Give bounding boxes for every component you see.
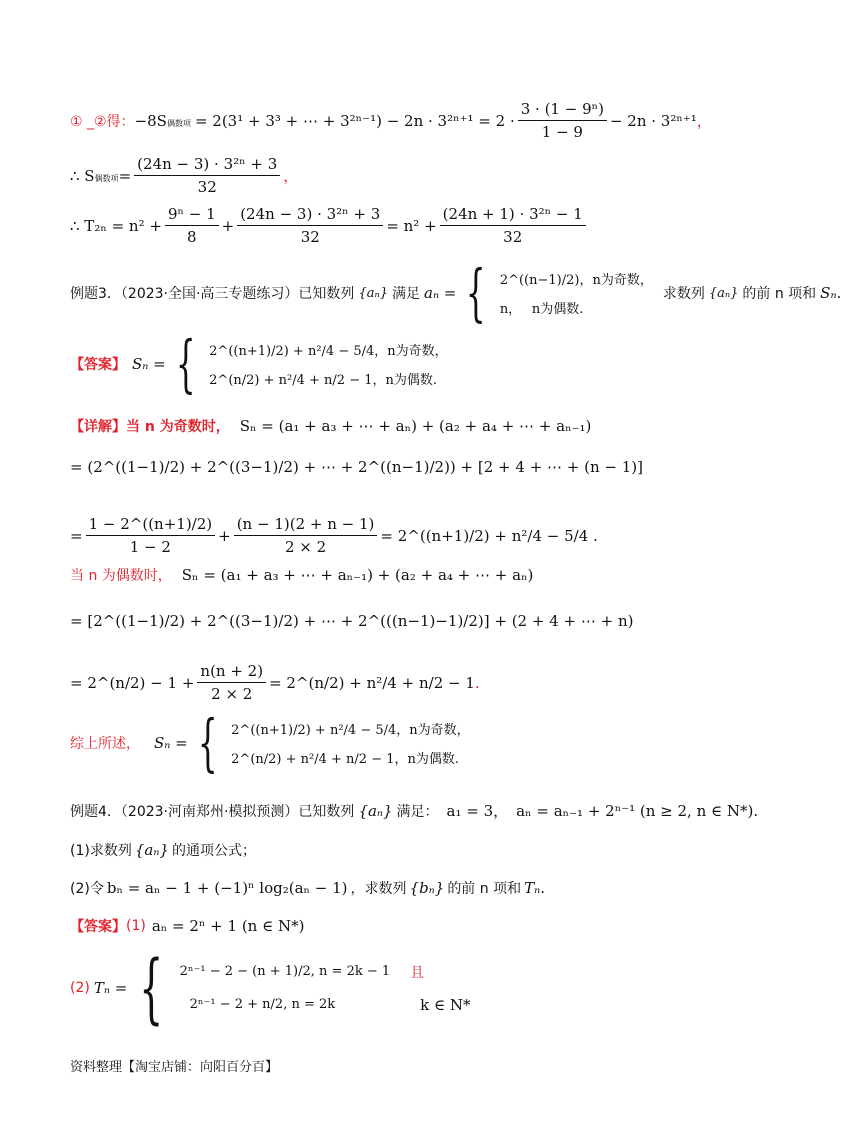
expr: aₙ = 2ⁿ + 1 (n ∈ N*) (151, 917, 305, 935)
detail-3-odd (70, 416, 591, 436)
expr: = (2^((1−1)/2) + 2^((3−1)/2) + ⋯ + 2^((n−1)/2)) + [2 + 4 + ⋯ + (n − 1)] (70, 458, 644, 476)
part-label: (1) (126, 918, 146, 934)
answer-label: 【答案】 (70, 357, 126, 373)
text: (2)令 (70, 881, 104, 897)
fraction: $\frac{\text{(24n − 3) · 3²ⁿ + 3}}{32}$ (134, 155, 280, 196)
answer-4-part1 (70, 916, 304, 936)
tn: Tₙ (524, 879, 541, 897)
fraction: $\frac{\text{(24n + 1) · 3²ⁿ − 1}}{32}$ (440, 205, 586, 246)
text: 的通项公式； (171, 843, 256, 859)
question-1 (70, 840, 256, 860)
plus: + (218, 526, 231, 545)
expr: bₙ = aₙ − 1 + (−1)ⁿ log₂(aₙ − 1) (106, 879, 348, 897)
example-label: 例题4．（2023·河南郑州·模拟预测）已知数列 (70, 803, 355, 820)
expr: Sₙ = (a₁ + a₃ + ⋯ + aₙ) + (a₂ + a₄ + ⋯ + aₙ₋₁) (239, 417, 592, 435)
expr: = [2^((1−1)/2) + 2^((3−1)/2) + ⋯ + 2^(((n−1)−1)/2)] + (2 + 4 + ⋯ + n) (70, 612, 634, 630)
text: 满足： (396, 803, 439, 820)
piecewise: { 2ⁿ⁻¹ − 2 − (n + 1)/2, n = 2k − 1 2ⁿ⁻¹ − 2 + n/2, n = 2k (139, 943, 391, 1032)
plus: + (221, 216, 235, 235)
fraction: $\frac{\text{3 · (1 − 9ⁿ)}}{1 - 9}$ (518, 100, 607, 141)
solution-line-3 (70, 205, 589, 246)
text: (1)求数列 (70, 843, 132, 859)
equals: = (70, 526, 83, 545)
sequence: {aₙ} (708, 285, 739, 301)
equals: = (118, 166, 132, 185)
condition: aₙ = aₙ₋₁ + 2ⁿ⁻¹ (n ≥ 2, n ∈ N*) (516, 801, 754, 820)
piecewise: { 2^((n+1)/2) + n²/4 − 5/4，n为奇数， 2^(n/2) + n²/4 + n/2 − 1，n为偶数. (175, 327, 448, 400)
solution-line-2 (70, 155, 298, 196)
answer-label: 【答案】 (70, 919, 126, 935)
sn: Sₙ (820, 284, 837, 302)
piecewise: { 2^((n−1)/2)，n为奇数， n， n为偶数. (466, 256, 653, 329)
comma-red: ， (696, 112, 712, 130)
qie-text: 且 (410, 965, 425, 981)
condition: a₁ = 3， (446, 802, 509, 820)
text: 的前 n 项和 (447, 881, 522, 897)
tn: Tₙ = (93, 979, 128, 997)
answer-4-part2 (70, 943, 471, 1032)
expr-tail: − 2n · 3²ⁿ⁺¹ (609, 111, 697, 130)
text: ，求数列 (350, 881, 407, 897)
fraction: $\frac{\text{(24n − 3) · 3²ⁿ + 3}}{32}$ (237, 205, 383, 246)
example-label: 例题3．（2023·全国·高三专题练习）已知数列 (70, 286, 355, 302)
expr-lhs: ∴ S偶数项 (70, 166, 119, 185)
period-red: . (474, 673, 480, 692)
detail-3-even-step1 (70, 612, 633, 630)
answer-3 (70, 327, 448, 400)
sequence: {aₙ} (358, 801, 393, 820)
period: . (753, 801, 759, 820)
part-label: (2) (70, 980, 90, 996)
summary-3 (70, 706, 470, 779)
solution-line-1 (70, 100, 712, 141)
expr: = 2^(n/2) + n²/4 + n/2 − 1 (269, 673, 475, 692)
qie-block (410, 962, 470, 1014)
piecewise: { 2^((n+1)/2) + n²/4 − 5/4，n为奇数， 2^(n/2) + n²/4 + n/2 − 1，n为偶数. (197, 706, 470, 779)
text: 的前 n 项和 (742, 286, 817, 302)
sequence: {aₙ} (358, 285, 388, 301)
text: 满足 (392, 286, 420, 302)
sequence: {bₙ} (409, 879, 445, 897)
period: . (540, 879, 545, 897)
expr-lhs: −8S偶数项 (134, 111, 191, 130)
fraction: $\frac{n(n + 2)}{2 \times 2}$ (197, 662, 266, 703)
even-label: 当 n 为偶数时， (70, 568, 172, 584)
equals: = n² + (386, 216, 437, 235)
sn: Sₙ = (132, 355, 166, 373)
expr: = 2^(n/2) − 1 + (70, 673, 195, 692)
detail-3-step2 (70, 515, 598, 556)
expr: Sₙ = (a₁ + a₃ + ⋯ + aₙ₋₁) + (a₂ + a₄ + ⋯ + aₙ) (181, 566, 534, 584)
detail-label: 【详解】当 n 为奇数时， (70, 419, 230, 435)
period: . (836, 284, 841, 302)
fraction: $\frac{\text{9ⁿ − 1}}{8}$ (165, 205, 219, 246)
step-marker: ① _②得： (70, 113, 135, 130)
question-2 (70, 878, 545, 898)
example-3-question (70, 256, 841, 329)
fraction: $\frac{1 - 2\^{}((n+1)/2)}{1 - 2}$ (86, 515, 216, 556)
expr-lhs: ∴ T₂ₙ = n² + (70, 216, 162, 235)
expr: = 2^((n+1)/2) + n²/4 − 5/4 . (380, 526, 598, 545)
k-domain: k ∈ N* (420, 996, 471, 1014)
detail-3-even-step2 (70, 662, 480, 703)
an-expr: aₙ = (424, 284, 457, 302)
example-4-question (70, 800, 758, 821)
detail-3-step1 (70, 458, 643, 476)
sn: Sₙ = (154, 734, 188, 752)
summary-label: 综上所述， (70, 736, 140, 752)
expr-mid: = 2(3¹ + 3³ + ⋯ + 3²ⁿ⁻¹) − 2n · 3²ⁿ⁺¹ = 2 · (194, 111, 515, 130)
comma-red: ， (283, 167, 299, 185)
detail-3-even (70, 565, 533, 585)
sequence: {aₙ} (134, 841, 169, 859)
text: 求数列 (662, 286, 705, 302)
fraction: $\frac{(n - 1)(2 + n - 1)}{2 \times 2}$ (234, 515, 378, 556)
footer-note: 资料整理【淘宝店铺：向阳百分百】 (70, 1060, 279, 1075)
